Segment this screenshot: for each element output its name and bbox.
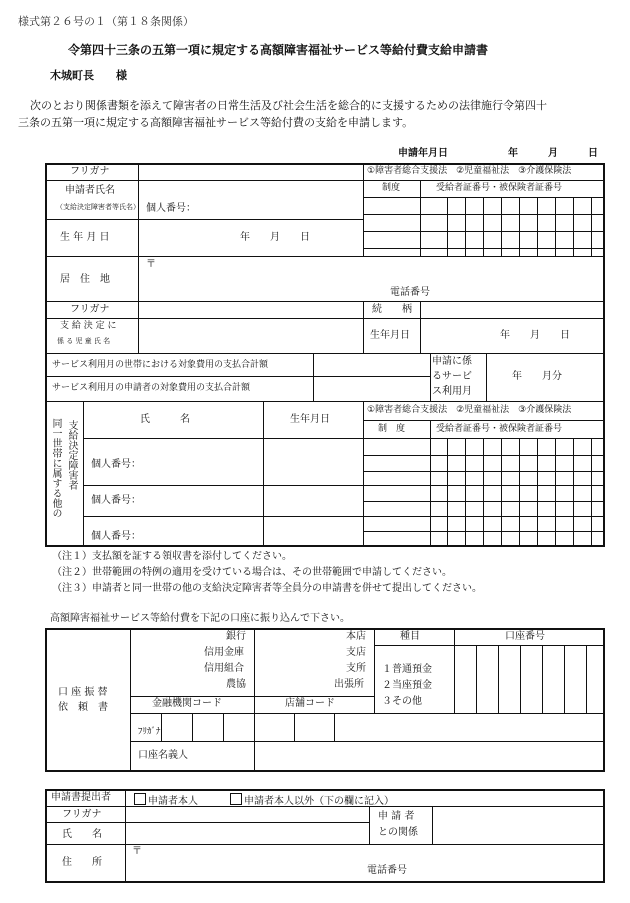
child-label-2: 係 る 児 童 氏 名 — [57, 337, 111, 345]
main-form-table — [45, 163, 605, 547]
child-birth-label: 生年月日 — [370, 330, 410, 341]
household-my-number-2: 個人番号： — [91, 495, 141, 506]
applicant-name-sublabel: （支給決定障害者等氏名） — [56, 203, 140, 211]
address-label: 居 住 地 — [60, 274, 110, 285]
account-kind-2: ２当座預金 — [382, 680, 432, 691]
applicant-system-header: 制度 — [382, 183, 401, 193]
submitter-other-option[interactable] — [230, 793, 394, 807]
household-my-number-1: 個人番号： — [91, 459, 141, 470]
address-postal: 〒 — [146, 259, 156, 270]
child-relation-label: 続 柄 — [372, 304, 412, 315]
address-phone: 電話番号 — [390, 287, 430, 298]
submitter-phone: 電話番号 — [367, 865, 407, 876]
relation-label-2: との関係 — [378, 827, 418, 838]
bank-instruction: 高額障害福祉サービス等給付費を下記の口座に振り込んで下さい。 — [50, 613, 350, 624]
usage-month-value: 年 月分 — [512, 371, 562, 382]
applicant-laws-header: ①障害者総合支援法 ②児童福祉法 ③介護保険法 — [367, 166, 572, 176]
bank-type-3: 信用組合 — [204, 663, 244, 674]
submitter-label: 申請書提出者 — [51, 792, 111, 803]
account-holder-label: 口座名義人 — [138, 750, 188, 761]
bank-type-2: 信用金庫 — [204, 647, 244, 658]
form-number: 様式第２６号の１（第１８条関係） — [18, 15, 194, 28]
applicant-birth-value: 年 月 日 — [240, 232, 310, 243]
household-side-label-2: 支給決定障害者 — [66, 420, 77, 490]
branch-type-4: 出張所 — [334, 679, 364, 690]
household-laws-header: ①障害者総合支援法 ②児童福祉法 ③介護保険法 — [367, 405, 572, 415]
form-title: 令第四十三条の五第一項に規定する高額障害福祉サービス等給付費支給申請書 — [68, 43, 489, 57]
branch-type-3: 支所 — [346, 663, 366, 674]
household-side-label: 同一世帯に属する他の — [50, 418, 61, 518]
household-birth-header: 生年月日 — [290, 414, 330, 425]
usage-month-label-2: るサービ — [432, 371, 472, 382]
bank-type-1: 銀行 — [226, 631, 246, 642]
bank-label-1: 口 座 振 替 — [58, 687, 108, 698]
usage-month-label-1: 申請に係 — [432, 356, 472, 367]
applicant-name-label: 申請者氏名 — [65, 185, 115, 196]
submitter-self-option[interactable] — [134, 793, 198, 807]
household-name-header: 氏 名 — [140, 414, 190, 425]
submitter-postal: 〒 — [132, 846, 142, 857]
applicant-furigana-label: フリガナ — [70, 166, 110, 177]
household-system-header: 制 度 — [378, 424, 406, 434]
other-option-label: 申請者本人以外（下の欄に記入） — [244, 796, 394, 807]
bank-code-label: 金融機関コード — [152, 698, 222, 709]
child-furigana-label: フリガナ — [70, 304, 110, 315]
addressee: 木城町長 様 — [50, 69, 127, 82]
branch-type-1: 本店 — [346, 631, 366, 642]
applicant-birth-label: 生 年 月 日 — [60, 232, 110, 243]
account-kind-3: ３その他 — [382, 696, 422, 707]
submitter-address-label: 住 所 — [62, 857, 102, 868]
account-number-label: 口座番号 — [505, 631, 545, 642]
household-my-number-3: 個人番号： — [91, 531, 141, 542]
submitter-name-label: 氏 名 — [62, 829, 102, 840]
branch-type-2: 支店 — [346, 647, 366, 658]
holder-furigana-label: ﾌﾘｶﾞﾅ — [138, 727, 161, 737]
relation-label-1: 申 請 者 — [378, 811, 415, 822]
usage-month-label-3: ス利用月 — [432, 386, 472, 397]
note-3: （注３）申請者と同一世帯の他の支給決定障害者等全員分の申請書を併せて提出してください。 — [52, 583, 482, 594]
child-label-1: 支 給 決 定 に — [60, 321, 117, 331]
bank-type-4: 農協 — [226, 679, 246, 690]
branch-code-label: 店舗コード — [285, 698, 335, 709]
note-2: （注２）世帯範囲の特例の適用を受けている場合は、その世帯範囲で申請してください。 — [52, 567, 452, 578]
household-cost-label: サービス利用月の世帯における対象費用の支払合計額 — [52, 360, 269, 370]
household-cert-header: 受給者証番号・被保険者証番号 — [436, 424, 563, 434]
child-birth-value: 年 月 日 — [500, 330, 570, 341]
applicant-cert-header: 受給者証番号・被保険者証番号 — [436, 183, 563, 193]
intro-line-2: 三条の五第一項に規定する高額障害福祉サービス等給付費の支給を申請します。 — [18, 116, 414, 129]
self-option-label: 申請者本人 — [148, 796, 198, 807]
self-checkbox[interactable] — [134, 793, 146, 805]
other-checkbox[interactable] — [230, 793, 242, 805]
bank-label-2: 依 頼 書 — [58, 702, 108, 713]
note-1: （注１）支払額を証する領収書を添付してください。 — [52, 551, 292, 562]
submitter-furigana-label: フリガナ — [62, 809, 102, 820]
account-kind-label: 種目 — [400, 631, 420, 642]
intro-line-1: 次のとおり関係書類を添えて障害者の日常生活及び社会生活を総合的に支援するための法律施行令第四十 — [30, 99, 547, 112]
applicant-cost-label: サービス利用月の申請者の対象費用の支払合計額 — [52, 383, 251, 393]
account-kind-1: １普通預金 — [382, 664, 432, 675]
application-date: 申請年月日 年 月 日 — [398, 148, 598, 159]
applicant-my-number: 個人番号： — [146, 203, 196, 214]
